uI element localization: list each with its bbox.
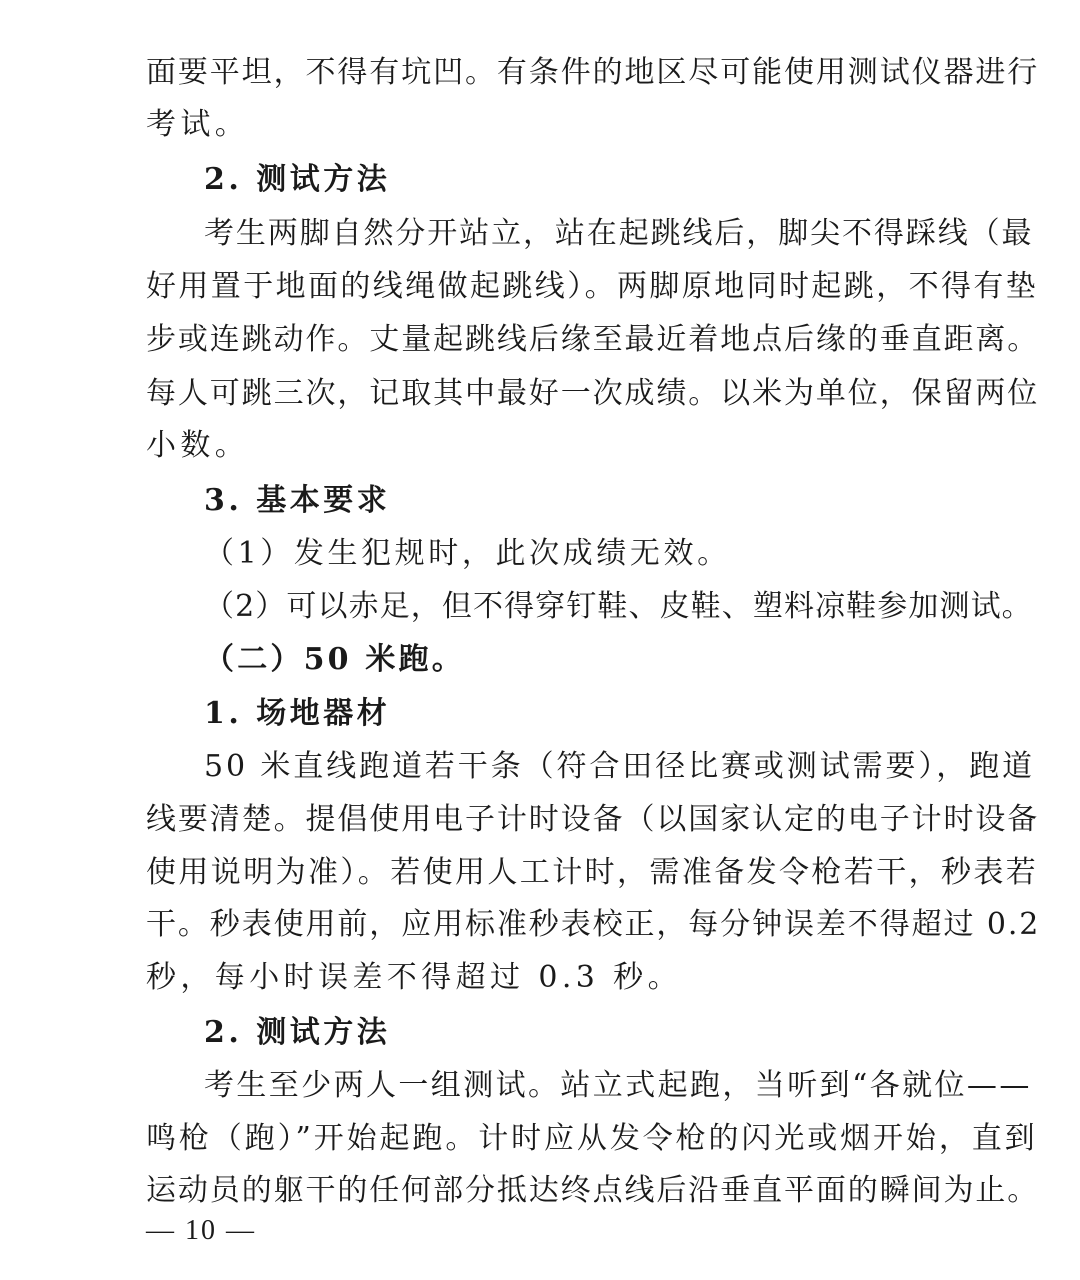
requirement-item: （2）可以赤足，但不得穿钉鞋、皮鞋、塑料凉鞋参加测试。 (204, 589, 1033, 624)
paragraph-line: 50 米直线跑道若干条（符合田径比赛或测试需要），跑道 (204, 749, 1036, 784)
requirement-item: （1）发生犯规时，此次成绩无效。 (204, 536, 731, 571)
paragraph-line: 面要平坦，不得有坑凹。有条件的地区尽可能使用测试仪器进行 (146, 55, 1040, 90)
paragraph-line: 线要清楚。提倡使用电子计时设备（以国家认定的电子计时设备 (146, 802, 1040, 837)
paragraph-line: 使用说明为准）。若使用人工计时，需准备发令枪若干，秒表若 (146, 855, 1039, 890)
subsection-heading-test-method: 2. 测试方法 (204, 162, 391, 197)
paragraph-line: 好用置于地面的线绳做起跳线）。两脚原地同时起跳，不得有垫 (146, 269, 1039, 304)
paragraph-line: 考生两脚自然分开站立，站在起跳线后，脚尖不得踩线（最 (204, 216, 1034, 251)
paragraph-line: 秒，每小时误差不得超过 0.3 秒。 (146, 960, 682, 995)
subsection-heading-test-method-50m: 2. 测试方法 (204, 1015, 391, 1050)
paragraph-line: 运动员的躯干的任何部分抵达终点线后沿垂直平面的瞬间为止。 (146, 1173, 1040, 1208)
paragraph-line: 考生至少两人一组测试。站立式起跑，当听到“各就位—— (204, 1068, 1032, 1103)
subsection-heading-venue-equipment: 1. 场地器材 (204, 696, 391, 731)
page-number: — 10 — (146, 1215, 256, 1246)
paragraph-line: 步或连跳动作。丈量起跳线后缘至最近着地点后缘的垂直距离。 (146, 322, 1040, 357)
subsection-heading-basic-requirements: 3. 基本要求 (204, 483, 391, 518)
paragraph-line: 考试。 (146, 107, 250, 142)
paragraph-line: 小数。 (146, 428, 250, 463)
paragraph-line: 鸣枪（跑）”开始起跑。计时应从发令枪的闪光或烟开始，直到 (146, 1121, 1038, 1156)
section-heading-50m: （二）50 米跑。 (204, 642, 465, 677)
paragraph-line: 每人可跳三次，记取其中最好一次成绩。以米为单位，保留两位 (146, 376, 1040, 411)
paragraph-line: 干。秒表使用前，应用标准秒表校正，每分钟误差不得超过 0.2 (146, 907, 1041, 942)
